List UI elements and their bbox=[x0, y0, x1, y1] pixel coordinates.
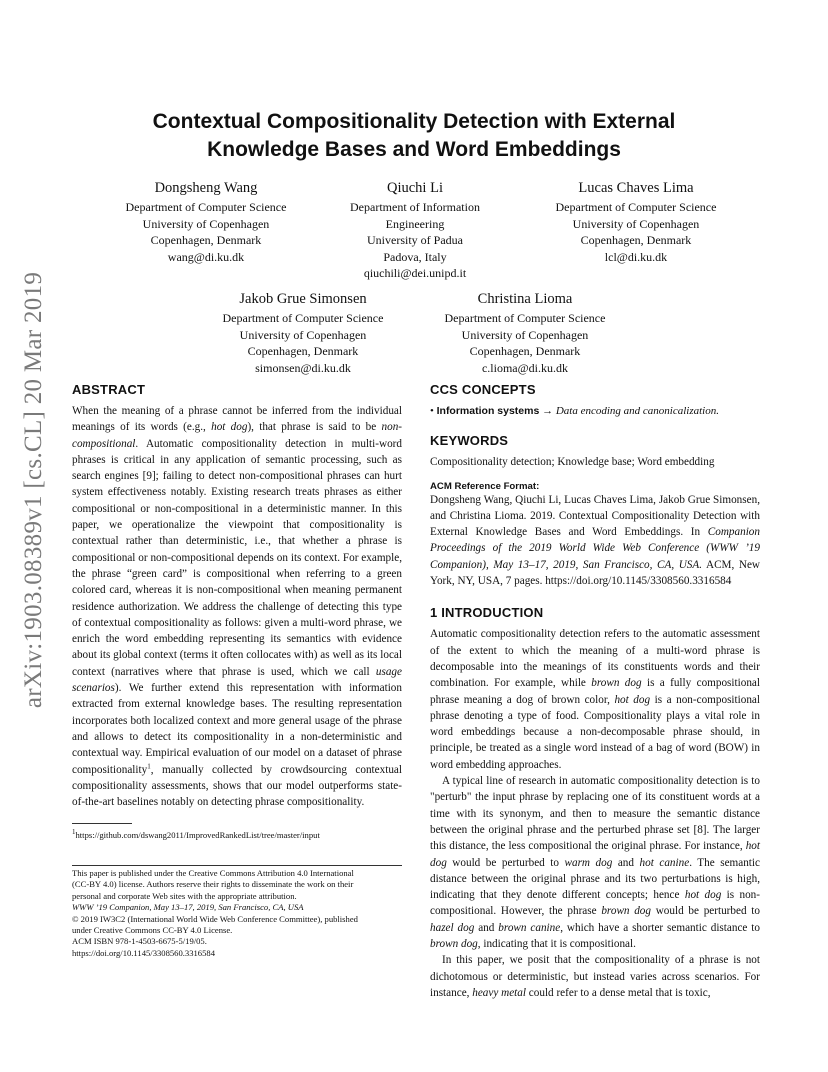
conference-line: WWW ’19 Companion, May 13–17, 2019, San Francisco, CA, USA bbox=[72, 902, 304, 913]
author-name: Lucas Chaves Lima bbox=[578, 180, 694, 196]
author-block-2 bbox=[295, 178, 535, 282]
title-line-1: Contextual Compositionality Detection with External bbox=[152, 110, 676, 133]
doi-link[interactable]: https://doi.org/10.1145/3308560.3316584 bbox=[72, 947, 215, 958]
author-affiliation: Copenhagen, Denmark bbox=[469, 344, 581, 358]
author-block-1 bbox=[86, 178, 326, 265]
intro-paragraph-1: Automatic compositionality detection refers to the automatic assessment of the extent to which the meaning of a multi-word phrase is decomposable into the meanings of its constituents words and their combination. For example, while brown dog is a fully compositional phrase meaning a dog of brown color, hot dog is a non-compositional phrase denoting a type of food. Compositionality plays a vital role in word embeddings because a non-decomposable phrase should, in principle, be treated as a single word instead of a bag of word (BOW) in word embedding approaches. bbox=[430, 628, 761, 771]
author-affiliation: Copenhagen, Denmark bbox=[150, 233, 262, 247]
license-block bbox=[72, 868, 402, 959]
paper-title bbox=[100, 108, 728, 164]
isbn-line: ACM ISBN 978-1-4503-6675-5/19/05. bbox=[72, 936, 207, 947]
author-name: Qiuchi Li bbox=[387, 180, 443, 196]
author-affiliation: Department of Computer Science bbox=[444, 311, 606, 325]
author-block-3 bbox=[516, 178, 756, 265]
license-line: This paper is published under the Creative Commons Attribution 4.0 International bbox=[72, 868, 354, 878]
author-block-4 bbox=[183, 289, 423, 376]
intro-paragraph-3: In this paper, we posit that the compositionality of a phrase is not dichotomous or deterministic, but instead varies across scenarios. For instance, heavy metal could refer to a dense metal that is toxic, bbox=[430, 954, 760, 999]
author-block-5 bbox=[405, 289, 645, 376]
introduction-heading: 1 INTRODUCTION bbox=[430, 605, 544, 621]
author-affiliation: Engineering bbox=[385, 216, 445, 231]
author-name: Christina Lioma bbox=[477, 291, 573, 307]
author-affiliation: University of Copenhagen bbox=[572, 216, 700, 231]
acm-reference-heading: ACM Reference Format: bbox=[430, 480, 540, 492]
abstract-text: When the meaning of a phrase cannot be inferred from the individual meanings of its words (e.g., hot dog), that phrase is said to be non-compositional. Automatic compositionality detection in multi-word phrases is critical in any application of semantic processing, such as search engines [9]; failing to detect non-compositional phrases can hurt system effectiveness notably. Existing research treats phrases as either compositional or non-compositional in a deterministic manner. In this paper, we operationalize the viewpoint that compositionality is contextual rather than deterministic, i.e., that whether a phrase is compositional or non-compositional depends on its context. For example, the phrase “green card” is compositional when referring to a green colored card, whereas it is non-compositional when meaning permanent residence authorization. We address the challenge of detecting this type of contextual compositionality as follows: given a multi-word phrase, we enrich the word embedding representing its semantics with evidence about its global context (terms it often collocates with) as well as its local context (narratives where that phrase is used, which we call usage scenarios). We further extend this representation with information extracted from external knowledge bases. The resulting representation incorporates both localized context and more general usage of the phrase and allows to detect its compositionality in a non-deterministic and contextual way. Empirical evaluation of our model on a dataset of phrase compositionality$^1$, manually collected by crowdsourcing contextual compositionality assessments, shows that our model outperforms state-of-the-art baselines notably on detecting phrase compositionality. bbox=[72, 405, 403, 809]
author-affiliation: University of Padua bbox=[367, 233, 463, 247]
author-affiliation: Department of Computer Science bbox=[222, 311, 384, 325]
left-column bbox=[72, 382, 402, 810]
author-affiliation: Department of Computer Science bbox=[125, 200, 287, 214]
author-affiliation: Department of Information bbox=[350, 200, 480, 214]
footnote-divider bbox=[72, 823, 132, 824]
author-affiliation: Copenhagen, Denmark bbox=[247, 344, 359, 358]
ccs-concepts-text: • Information systems → Data encoding and canonicalization. bbox=[430, 405, 719, 417]
author-affiliation: Padova, Italy bbox=[383, 249, 447, 264]
right-column bbox=[430, 382, 760, 1001]
author-affiliation: Copenhagen, Denmark bbox=[580, 233, 692, 247]
license-divider bbox=[72, 865, 402, 866]
keywords-text: Compositionality detection; Knowledge base; Word embedding bbox=[430, 456, 715, 469]
keywords-heading: KEYWORDS bbox=[430, 433, 509, 449]
license-line: personal and corporate Web sites with the appropriate attribution. bbox=[72, 890, 297, 901]
footnote: $^1$https://github.com/dswang2011/ImprovedRankedList/tree/master/input bbox=[72, 828, 320, 840]
author-email: wang@di.ku.dk bbox=[167, 249, 245, 264]
author-name: Jakob Grue Simonsen bbox=[239, 291, 367, 307]
license-line: © 2019 IW3C2 (International World Wide Web Conference Committee), published bbox=[72, 913, 358, 924]
author-affiliation: University of Copenhagen bbox=[142, 216, 270, 231]
intro-paragraph-2: A typical line of research in automatic compositionality detection is to "perturb" the input phrase by replacing one of its constituent words at a time with its synonym, and then to measure the semantic distance between the original phrase and the perturbed phrase set [8]. The larger this distance, the less compositional the original phrase. For instance, hot dog would be perturbed to warm dog and hot canine. The semantic distance between the original phrase and its two perturbations is high, indicating that they denote different concepts; hence hot dog is non-compositional. However, the phrase brown dog would be perturbed to hazel dog and brown canine, which have a shorter semantic distance to brown dog, indicating that it is compositional. bbox=[430, 775, 761, 951]
author-affiliation: Department of Computer Science bbox=[555, 200, 717, 214]
author-email: qiuchili@dei.unipd.it bbox=[363, 266, 467, 280]
title-line-2: Knowledge Bases and Word Embeddings bbox=[207, 138, 621, 161]
footnote-link[interactable]: https://github.com/dswang2011/ImprovedRankedList/tree/master/input bbox=[75, 830, 320, 840]
author-affiliation: University of Copenhagen bbox=[239, 327, 367, 342]
author-email: lcl@di.ku.dk bbox=[604, 249, 668, 264]
arxiv-identifier-text: arXiv:1903.08389v1 [cs.CL] 20 Mar 2019 bbox=[20, 271, 47, 709]
author-email: simonsen@di.ku.dk bbox=[255, 360, 351, 375]
acm-reference-text: Dongsheng Wang, Qiuchi Li, Lucas Chaves Lima, Jakob Grue Simonsen, and Christina Lioma. 2019. Contextual Compositionality Detection with External Knowledge Bases and Word Embeddings. In Companion Proceedings of the 2019 World Wide Web Conference (WWW ’19 Companion), May 13–17, 2019, San Francisco, CA, USA. ACM, New York, NY, USA, 7 pages. https://doi.org/10.1145/3308560.3316584 bbox=[430, 493, 761, 588]
author-affiliation: University of Copenhagen bbox=[461, 327, 589, 342]
license-line: under Creative Commons CC-BY 4.0 License. bbox=[72, 925, 233, 936]
ccs-heading: CCS CONCEPTS bbox=[430, 382, 536, 397]
abstract-heading: ABSTRACT bbox=[72, 382, 146, 397]
license-line: (CC-BY 4.0) license. Authors reserve their rights to disseminate the work on their bbox=[72, 879, 354, 890]
author-name: Dongsheng Wang bbox=[154, 180, 258, 196]
arxiv-identifier-stamp bbox=[12, 271, 56, 709]
author-email: c.lioma@di.ku.dk bbox=[481, 360, 569, 375]
footnote-marker: 1 bbox=[147, 761, 151, 770]
